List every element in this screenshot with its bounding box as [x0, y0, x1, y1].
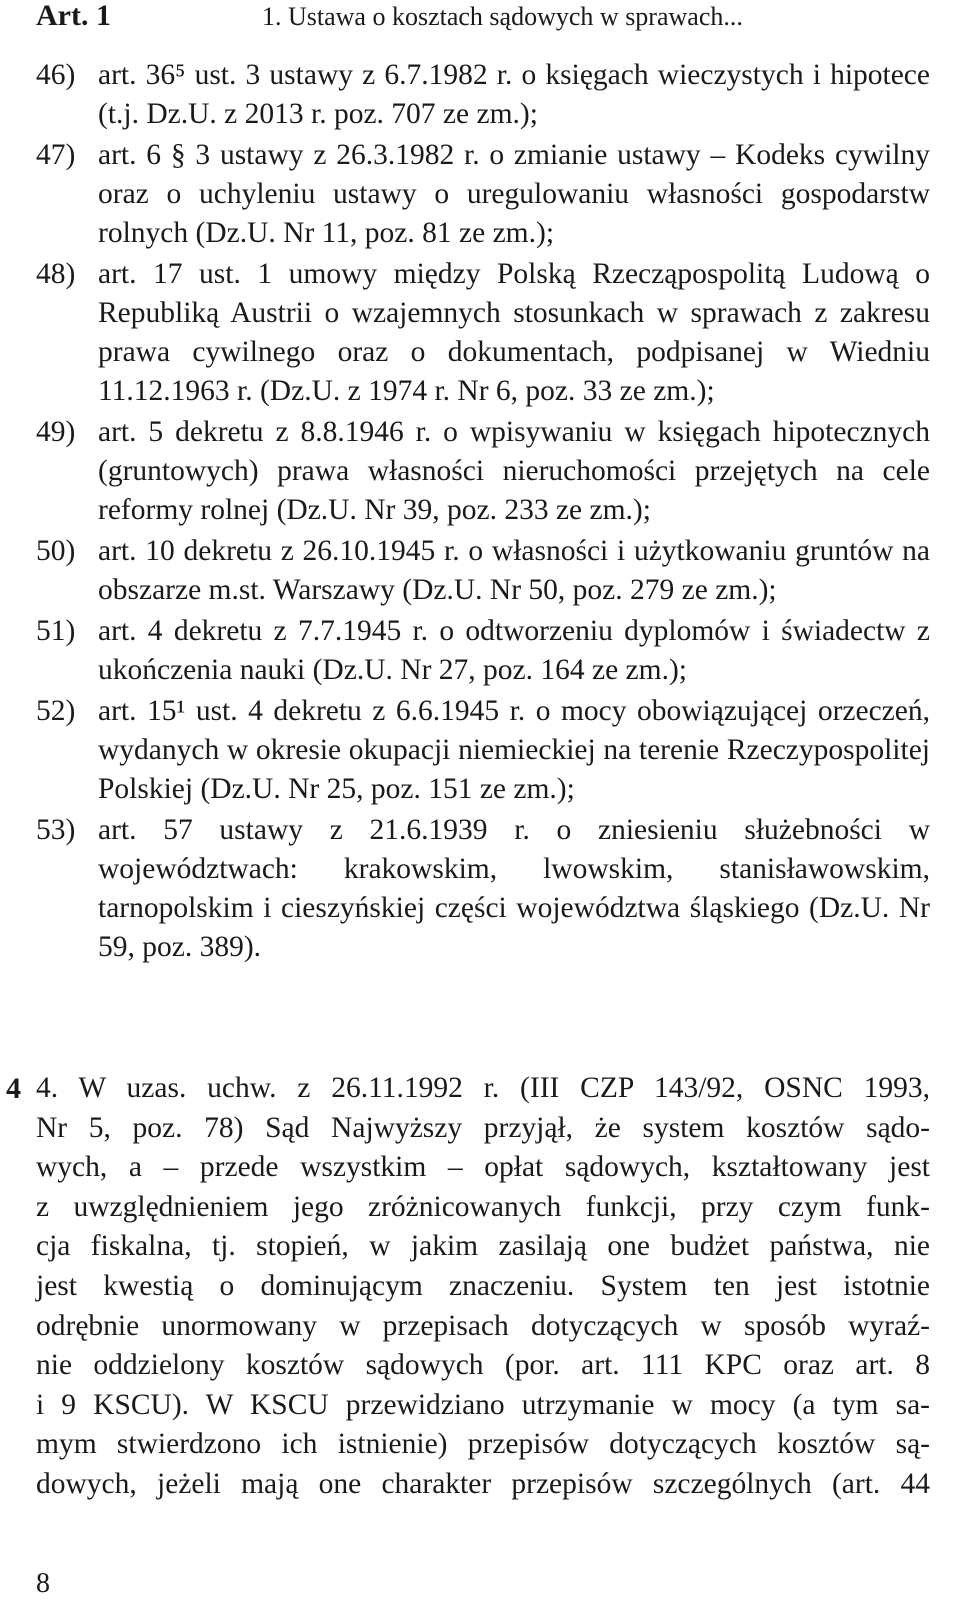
paragraph-line: cja fiskalna, tj. stopień, w jakim zasilają one budżet państwa, nie: [36, 1230, 930, 1263]
paragraph-line: z uwzględnieniem jego zróżnicowanych funkcji, przy czym funk-: [36, 1190, 930, 1223]
running-title: 1. Ustawa o kosztach sądowych w sprawach...: [262, 2, 743, 31]
paragraph-line: nie oddzielony kosztów sądowych (por. art. 111 KPC oraz art. 8: [36, 1349, 930, 1382]
list-item: [36, 136, 930, 253]
paragraph-line: dowych, jeżeli mają one charakter przepisów szczególnych (art. 44: [36, 1467, 930, 1500]
list-item-text: art. 36⁵ ust. 3 ustawy z 6.7.1982 r. o księgach wieczystych i hipotece (t.j. Dz.U. z 2013 r. poz. 707 ze zm.);: [98, 59, 930, 130]
list-item-text: art. 10 dekretu z 26.10.1945 r. o własności i użytkowaniu gruntów na obszarze m.st. Warszawy (Dz.U. Nr 50, poz. 279 ze zm.);: [98, 535, 930, 606]
list-item: [36, 811, 930, 967]
list-item-text: art. 6 § 3 ustawy z 26.3.1982 r. o zmianie ustawy – Kodeks cywilny oraz o uchyleniu ustawy o uregulowaniu własności gospodarstw rolnych (Dz.U. Nr 11, poz. 81 ze zm.);: [98, 139, 930, 249]
page-header: [0, 0, 960, 40]
list-item-text: art. 4 dekretu z 7.7.1945 r. o odtworzeniu dyplomów i świadectw z ukończenia nauki (Dz.U. Nr 27, poz. 164 ze zm.);: [98, 615, 930, 686]
paragraph-line: i 9 KSCU). W KSCU przewidziano utrzymanie w mocy (a tym sa-: [36, 1388, 930, 1421]
list-item: [36, 692, 930, 809]
list-item-number: 46): [36, 59, 76, 91]
list-item-number: 48): [36, 258, 76, 290]
list-item-text: art. 15¹ ust. 4 dekretu z 6.6.1945 r. o mocy obowiązującej orzeczeń, wydanych w okresie okupacji niemieckiej na terenie Rzeczypospolitej Polskiej (Dz.U. Nr 25, poz. 151 ze zm.);: [98, 695, 930, 805]
paragraph-line: jest kwestią o dominującym znaczeniu. System ten jest istotnie: [36, 1269, 930, 1302]
list-item-text: art. 5 dekretu z 8.8.1946 r. o wpisywaniu w księgach hipotecznych (gruntowych) prawa własności nieruchomości przejętych na cele reformy rolnej (Dz.U. Nr 39, poz. 233 ze zm.);: [98, 416, 930, 526]
list-item: [36, 255, 930, 411]
list-item: [36, 532, 930, 610]
commentary-paragraph: [36, 1069, 930, 1505]
list-item-number: 52): [36, 695, 76, 727]
paragraph-line: odrębnie unormowany w przepisach dotyczących w sposób wyraź-: [36, 1309, 930, 1342]
list-item: [36, 612, 930, 690]
paragraph-line: Nr 5, poz. 78) Sąd Najwyższy przyjął, że system kosztów sądo-: [36, 1111, 930, 1144]
paragraph-line: mym stwierdzono ich istnienie) przepisów dotyczących kosztów są-: [36, 1428, 930, 1461]
list-item: [36, 56, 930, 134]
list-item-text: art. 57 ustawy z 21.6.1939 r. o zniesieniu służebności w województwach: krakowskim, lwowskim, stanisławowskim, tarnopolskim i cieszyńskiej części województwa śląskiego (Dz.U. Nr 59, poz. 389).: [98, 814, 930, 963]
list-item-number: 47): [36, 139, 76, 171]
list-item-number: 49): [36, 416, 76, 448]
list-item-number: 50): [36, 535, 76, 567]
paragraph-line: 4. W uzas. uchw. z 26.11.1992 r. (III CZP 143/92, OSNC 1993,: [36, 1072, 930, 1104]
list-item-text: art. 17 ust. 1 umowy między Polską Rzecząpospolitą Ludową o Republiką Austrii o wzajemnych stosunkach w sprawach z zakresu prawa cywilnego oraz o dokumentach, podpisanej w Wiedniu 11.12.1963 r. (Dz.U. z 1974 r. Nr 6, poz. 33 ze zm.);: [98, 258, 930, 407]
page-number: 8: [36, 1568, 50, 1599]
list-item: [36, 413, 930, 530]
margin-number: 4: [6, 1072, 21, 1105]
paragraph-line: wych, a – przede wszystkim – opłat sądowych, kształtowany jest: [36, 1151, 930, 1184]
article-label: Art. 1: [36, 0, 111, 32]
repealed-provisions-list: [36, 56, 930, 967]
list-item-number: 53): [36, 814, 76, 846]
list-item-number: 51): [36, 615, 76, 647]
